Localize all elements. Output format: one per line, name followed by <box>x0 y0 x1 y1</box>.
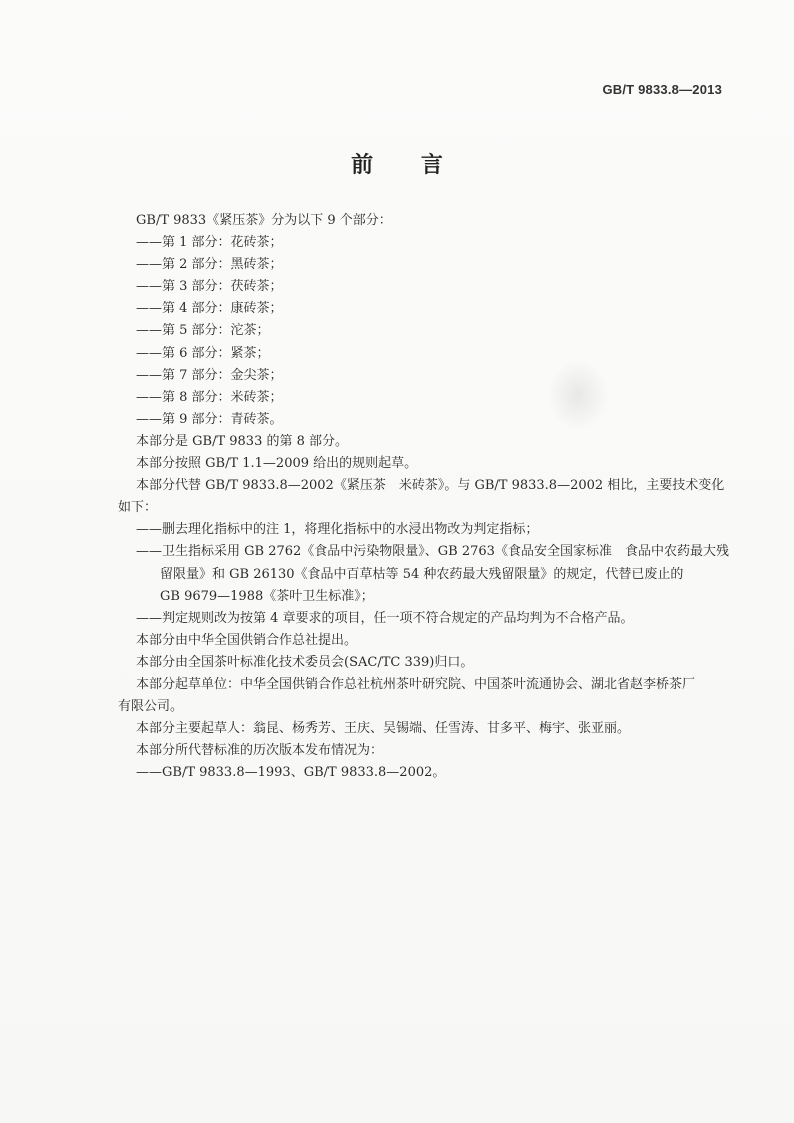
paragraph-drafting-units-line2: 有限公司。 <box>118 699 184 715</box>
page-title: 前 言 <box>351 153 463 178</box>
part-item: ——第 5 部分：沱茶； <box>136 323 270 339</box>
paragraph-replaces-line2: 如下： <box>118 500 158 516</box>
intro-line: GB/T 9833《紧压茶》分为以下 9 个部分： <box>136 213 392 228</box>
paragraph-part-number: 本部分是 GB/T 9833 的第 8 部分。 <box>136 433 349 449</box>
paragraph-history-intro: 本部分所代替标准的历次版本发布情况为： <box>136 743 384 759</box>
change-item-2-line1: ——卫生指标采用 GB 2762《食品中污染物限量》、GB 2763《食品安全国家标准 食品中农药最大残 <box>136 544 729 560</box>
part-item: ——第 6 部分：紧茶； <box>136 345 270 361</box>
change-item-1: ——删去理化指标中的注 1，将理化指标中的水浸出物改为判定指标； <box>136 522 539 538</box>
paragraph-drafters: 本部分主要起草人：翁昆、杨秀芳、王庆、吴锡端、任雪涛、甘多平、梅宇、张亚丽。 <box>136 721 631 737</box>
part-item: ——第 4 部分：康砖茶； <box>136 301 283 317</box>
paragraph-proposed-by: 本部分由中华全国供销合作总社提出。 <box>136 632 358 648</box>
change-item-3: ——判定规则改为按第 4 章要求的项目，任一项不符合规定的产品均判为不合格产品。 <box>136 610 634 626</box>
standard-code: GB/T 9833.8—2013 <box>602 82 722 97</box>
change-item-2-line3: GB 9679—1988《茶叶卫生标准》； <box>160 588 374 604</box>
part-item: ——第 1 部分：花砖茶； <box>136 235 283 251</box>
change-item-2-line2: 留限量》和 GB 26130《食品中百草枯等 54 种农药最大残留限量》的规定，代替已废止的 <box>160 566 684 582</box>
part-item: ——第 3 部分：茯砖茶； <box>136 279 283 295</box>
history-item: ——GB/T 9833.8—1993、GB/T 9833.8—2002。 <box>136 765 446 781</box>
paragraph-technical-committee: 本部分由全国茶叶标准化技术委员会(SAC/TC 339)归口。 <box>136 654 474 670</box>
paragraph-drafting-units-line1: 本部分起草单位：中华全国供销合作总社杭州茶叶研究院、中国茶叶流通协会、湖北省赵李桥茶厂 <box>136 676 696 692</box>
part-item: ——第 9 部分：青砖茶。 <box>136 411 283 427</box>
part-item: ——第 8 部分：米砖茶； <box>136 389 283 405</box>
part-item: ——第 7 部分：金尖茶； <box>136 367 283 383</box>
paragraph-replaces-line1: 本部分代替 GB/T 9833.8—2002《紧压茶 米砖茶》。与 GB/T 9833.8—2002 相比，主要技术变化 <box>136 478 725 494</box>
parts-list <box>118 232 730 431</box>
foreword-body <box>118 210 730 784</box>
paragraph-drafting-rules: 本部分按照 GB/T 1.1—2009 给出的规则起草。 <box>136 456 418 472</box>
part-item: ——第 2 部分：黑砖茶； <box>136 257 283 273</box>
